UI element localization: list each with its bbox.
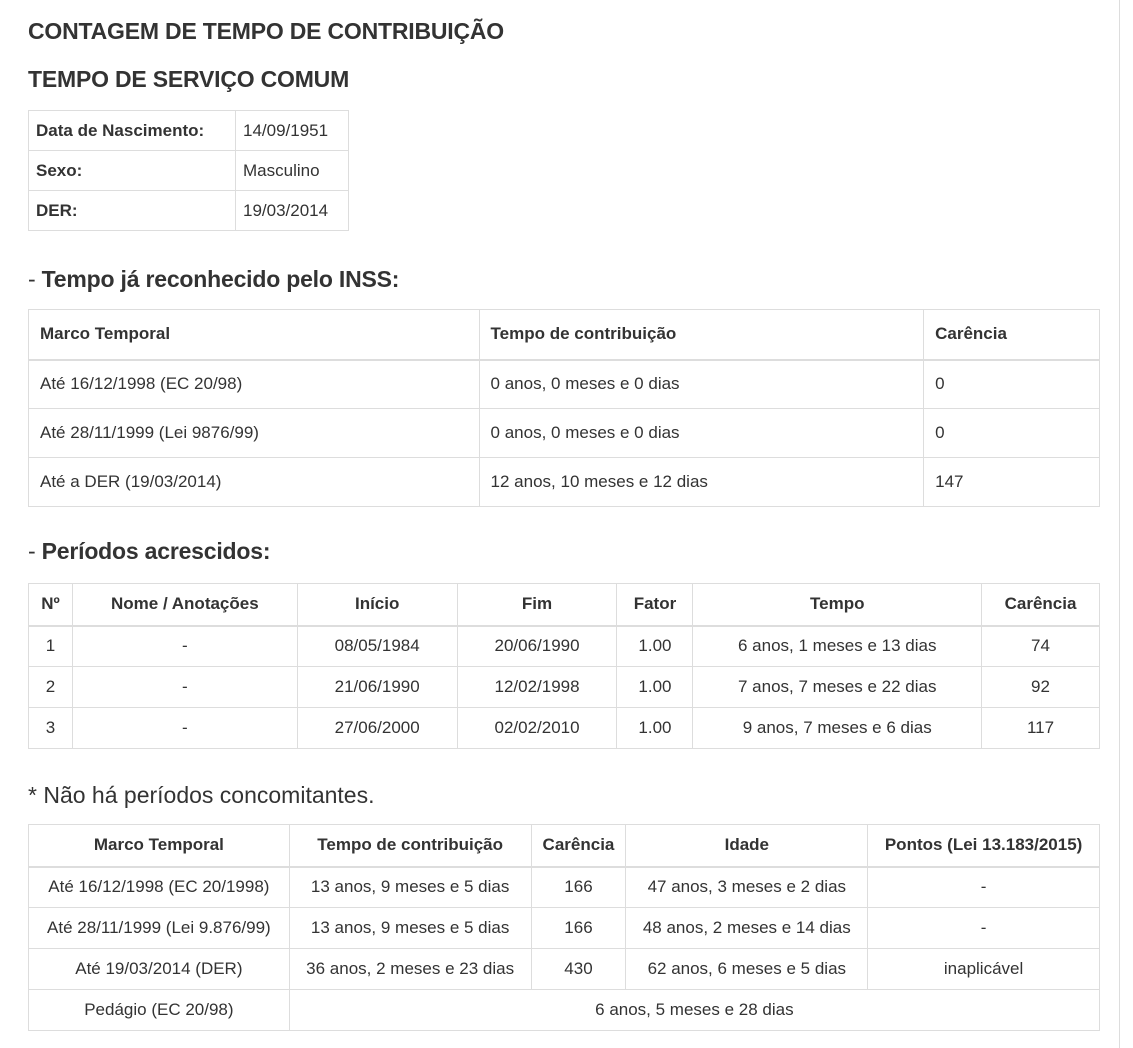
info-value: Masculino [236, 151, 349, 191]
table-cell: 47 anos, 3 meses e 2 dias [626, 867, 868, 908]
table-cell: 2 [29, 667, 73, 708]
column-header: Marco Temporal [29, 310, 480, 360]
concurrent-periods-note: * Não há períodos concomitantes. [28, 782, 375, 808]
table-header-row [29, 825, 1100, 867]
table-cell: 147 [924, 458, 1100, 507]
added-periods-table [28, 583, 1100, 749]
table-cell: 1.00 [617, 708, 693, 749]
table-cell: 36 anos, 2 meses e 23 dias [289, 949, 531, 990]
table-cell: Até 16/12/1998 (EC 20/1998) [29, 867, 290, 908]
column-header: Nº [29, 584, 73, 626]
pedagio-row [29, 990, 1100, 1031]
table-header-row [29, 310, 1100, 360]
table-cell: 21/06/1990 [297, 667, 457, 708]
table-cell: 74 [982, 626, 1100, 667]
table-cell: 0 anos, 0 meses e 0 dias [479, 409, 924, 458]
table-cell: - [72, 708, 297, 749]
table-cell: 166 [531, 867, 626, 908]
table-cell: 0 anos, 0 meses e 0 dias [479, 360, 924, 409]
section-heading-periods [28, 536, 270, 566]
table-cell: 6 anos, 1 meses e 13 dias [693, 626, 982, 667]
table-row [29, 458, 1100, 507]
table-cell: 92 [982, 667, 1100, 708]
table-cell: - [72, 667, 297, 708]
table-cell: 0 [924, 409, 1100, 458]
table-cell: 7 anos, 7 meses e 22 dias [693, 667, 982, 708]
info-row-der [29, 191, 349, 231]
table-cell: - [868, 867, 1100, 908]
pedagio-value: 6 anos, 5 meses e 28 dias [289, 990, 1099, 1031]
column-header: Marco Temporal [29, 825, 290, 867]
info-row-sex [29, 151, 349, 191]
table-cell: inaplicável [868, 949, 1100, 990]
column-header: Tempo de contribuição [289, 825, 531, 867]
heading-text: Períodos acrescidos: [41, 538, 271, 564]
info-value: 14/09/1951 [236, 111, 349, 151]
table-cell: Até 19/03/2014 (DER) [29, 949, 290, 990]
inss-recognized-table [28, 309, 1100, 507]
column-header: Nome / Anotações [72, 584, 297, 626]
table-cell: 62 anos, 6 meses e 5 dias [626, 949, 868, 990]
table-cell: 13 anos, 9 meses e 5 dias [289, 867, 531, 908]
table-cell: 430 [531, 949, 626, 990]
table-cell: 48 anos, 2 meses e 14 dias [626, 908, 868, 949]
info-label: Data de Nascimento: [29, 111, 236, 151]
column-header: Início [297, 584, 457, 626]
table-cell: 3 [29, 708, 73, 749]
table-cell: 1.00 [617, 667, 693, 708]
table-row [29, 360, 1100, 409]
summary-table [28, 824, 1100, 1031]
table-row [29, 626, 1100, 667]
table-row [29, 867, 1100, 908]
info-row-birthdate [29, 111, 349, 151]
table-cell: 02/02/2010 [457, 708, 617, 749]
table-cell: 1.00 [617, 626, 693, 667]
column-header: Carência [531, 825, 626, 867]
table-row [29, 409, 1100, 458]
table-row [29, 949, 1100, 990]
table-row [29, 908, 1100, 949]
table-cell: 0 [924, 360, 1100, 409]
table-cell: - [72, 626, 297, 667]
table-cell: 12/02/1998 [457, 667, 617, 708]
table-header-row [29, 584, 1100, 626]
table-cell: - [868, 908, 1100, 949]
section-heading-inss [28, 264, 399, 294]
column-header: Tempo [693, 584, 982, 626]
table-cell: 27/06/2000 [297, 708, 457, 749]
table-row [29, 667, 1100, 708]
table-cell: 20/06/1990 [457, 626, 617, 667]
table-cell: 9 anos, 7 meses e 6 dias [693, 708, 982, 749]
page-subtitle: TEMPO DE SERVIÇO COMUM [28, 66, 350, 92]
info-value: 19/03/2014 [236, 191, 349, 231]
info-label: Sexo: [29, 151, 236, 191]
heading-text: Tempo já reconhecido pelo INSS: [41, 266, 400, 292]
table-cell: 1 [29, 626, 73, 667]
table-cell: Até a DER (19/03/2014) [29, 458, 480, 507]
table-cell: 08/05/1984 [297, 626, 457, 667]
column-header: Carência [924, 310, 1100, 360]
column-header: Idade [626, 825, 868, 867]
column-header: Fim [457, 584, 617, 626]
column-header: Fator [617, 584, 693, 626]
table-cell: 166 [531, 908, 626, 949]
page-title: CONTAGEM DE TEMPO DE CONTRIBUIÇÃO [28, 18, 504, 44]
table-cell: 13 anos, 9 meses e 5 dias [289, 908, 531, 949]
table-cell: 12 anos, 10 meses e 12 dias [479, 458, 924, 507]
info-label: DER: [29, 191, 236, 231]
table-cell: 117 [982, 708, 1100, 749]
column-header: Carência [982, 584, 1100, 626]
heading-dash: - [28, 266, 42, 292]
table-cell: Até 16/12/1998 (EC 20/98) [29, 360, 480, 409]
pedagio-label: Pedágio (EC 20/98) [29, 990, 290, 1031]
column-header: Tempo de contribuição [479, 310, 924, 360]
table-cell: Até 28/11/1999 (Lei 9.876/99) [29, 908, 290, 949]
table-cell: Até 28/11/1999 (Lei 9876/99) [29, 409, 480, 458]
table-row [29, 708, 1100, 749]
column-header: Pontos (Lei 13.183/2015) [868, 825, 1100, 867]
heading-dash: - [28, 538, 42, 564]
personal-info-table [28, 110, 349, 231]
